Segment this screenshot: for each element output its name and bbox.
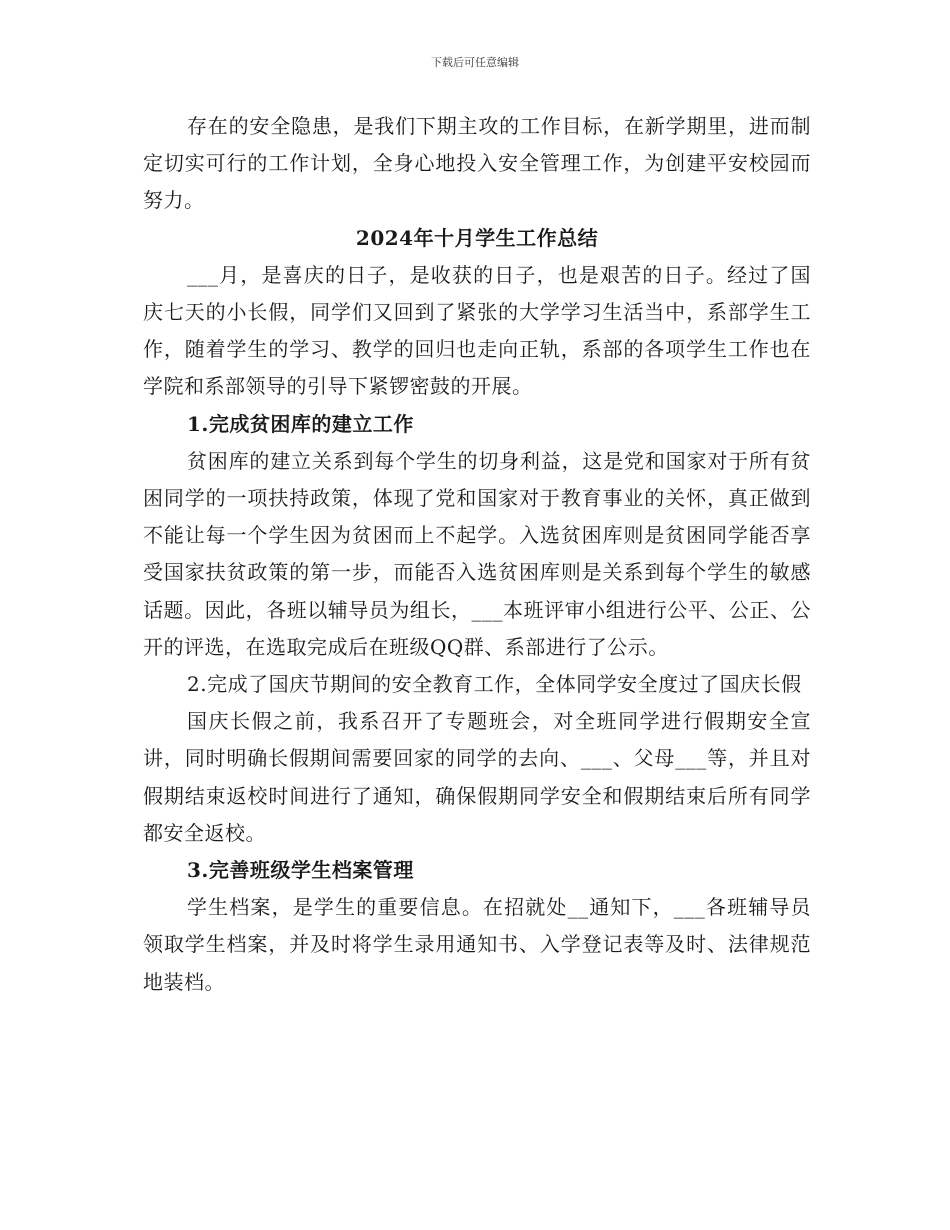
- document-title: 2024年十月学生工作总结: [355, 225, 599, 250]
- section-paragraph-1: 贫困库的建立关系到每个学生的切身利益，这是党和国家对于所有贫困同学的一项扶持政策，体现了党和国家对于教育事业的关怀，真正做到不能让每一个学生因为贫困而上不起学。入选贫困库则是贫困同学能否享受国家扶贫政策的第一步，而能否入选贫困库则是关系到每个学生的敏感话题。因此，各班以辅导员为组长，___本班评审小组进行公平、公正、公开的评选，在选取完成后在班级QQ群、系部进行了公示。: [143, 448, 811, 659]
- intro-paragraph: 存在的安全隐患，是我们下期主攻的工作目标，在新学期里，进而制定切实可行的工作计划，全身心地投入安全管理工作，为创建平安校园而努力。: [143, 114, 811, 213]
- section-paragraph-2: 国庆长假之前，我系召开了专题班会，对全班同学进行假期安全宣讲，同时明确长假期间需要回家的同学的去向、___、父母___等，并且对假期结束返校时间进行了通知，确保假期同学安全和假期结束后所有同学都安全返校。: [143, 709, 811, 845]
- section-heading-3: 3.完善班级学生档案管理: [187, 858, 414, 883]
- section-paragraph-3: 学生档案，是学生的重要信息。在招就处__通知下，___各班辅导员领取学生档案，并及时将学生录用通知书、入学登记表等及时、法律规范地装档。: [143, 895, 811, 994]
- section-heading-1: 1.完成贫困库的建立工作: [187, 411, 414, 436]
- document-body: [143, 108, 811, 1001]
- page-header: 下载后可任意编辑: [431, 56, 519, 69]
- section-heading-2: 2.完成了国庆节期间的安全教育工作，全体同学安全度过了国庆长假: [187, 672, 802, 697]
- opening-paragraph: ___月，是喜庆的日子，是收获的日子，也是艰苦的日子。经过了国庆七天的小长假，同学们又回到了紧张的大学学习生活当中，系部学生工作，随着学生的学习、教学的回归也走向正轨，系部的各项学生工作也在学院和系部领导的引导下紧锣密鼓的开展。: [143, 262, 811, 399]
